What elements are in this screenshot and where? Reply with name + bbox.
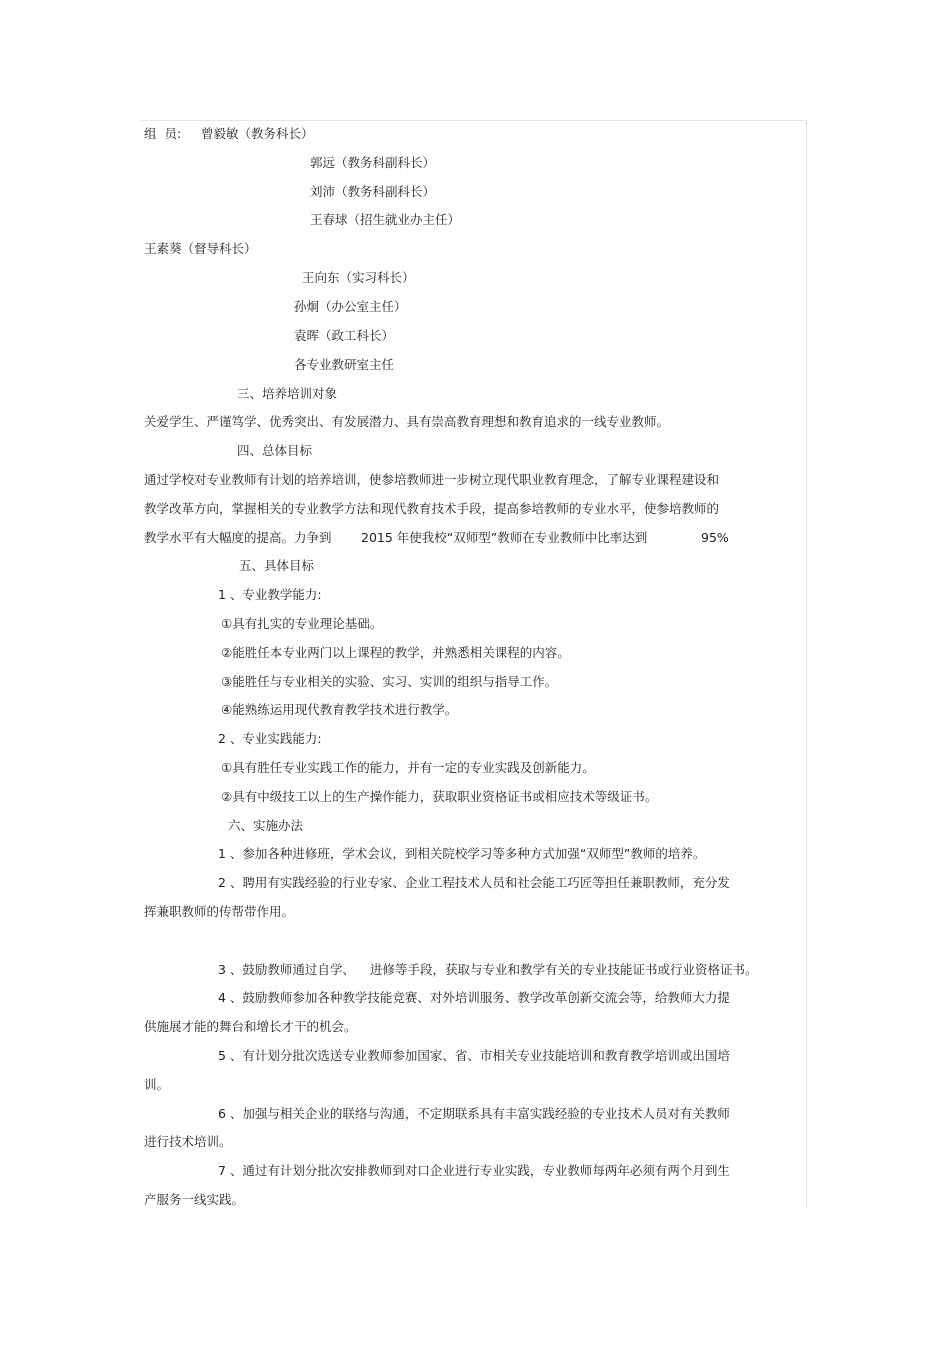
page-frame [141, 120, 807, 1208]
paragraph-line: 5 、有计划分批次选送专业教师参加国家、省、市相关专业技能培训和教育教学培训或出国培 [218, 1048, 730, 1063]
section-heading: 五、具体目标 [239, 558, 315, 573]
paragraph-line: 挥兼职教师的传帮带作用。 [144, 904, 295, 919]
paragraph-line: 进行技术培训。 [144, 1134, 232, 1149]
member-line: 孙炯（办公室主任） [294, 299, 407, 314]
paragraph-line: 进修等手段，获取与专业和教学有关的专业技能证书或行业资格证书。 [370, 962, 758, 977]
paragraph-line: 教学改革方向，掌握相关的专业教学方法和现代教育技术手段，提高参培教师的专业水平，使参培教师的 [144, 501, 720, 516]
paragraph-line: 关爱学生、严谨笃学、优秀突出、有发展潜力、具有崇高教育理想和教育追求的一线专业教师。 [144, 414, 670, 429]
member-line: 各专业教研室主任 [294, 357, 395, 372]
paragraph-line: 产服务一线实践。 [144, 1192, 245, 1207]
paragraph-line: 教学水平有大幅度的提高。力争到 [144, 530, 332, 545]
list-item: ④能熟练运用现代教育教学技术进行教学。 [221, 702, 458, 717]
section-heading: 三、培养培训对象 [237, 386, 338, 401]
section-heading: 六、实施办法 [228, 818, 304, 833]
subsection-heading: 2 、专业实践能力: [218, 731, 322, 746]
member-line: 袁晖（政工科长） [294, 328, 395, 343]
members-label: 组 员: [144, 126, 182, 141]
paragraph-line: 6 、加强与相关企业的联络与沟通，不定期联系具有丰富实践经验的专业技术人员对有关教师 [218, 1106, 730, 1121]
paragraph-line: 7 、通过有计划分批次安排教师到对口企业进行专业实践，专业教师每两年必须有两个月到生 [218, 1163, 730, 1178]
paragraph-line: 2 、聘用有实践经验的行业专家、企业工程技术人员和社会能工巧匠等担任兼职教师，充分发 [218, 875, 730, 890]
paragraph-line: 2015 年使我校“双师型”教师在专业教师中比率达到 [361, 530, 648, 545]
member-line: 刘沛（教务科副科长） [310, 184, 436, 199]
list-item: ②具有中级技工以上的生产操作能力，获取职业资格证书或相应技术等级证书。 [221, 789, 658, 804]
paragraph-line: 1 、参加各种进修班，学术会议，到相关院校学习等多种方式加强“双师型”教师的培养。 [218, 846, 706, 861]
list-item: ③能胜任与专业相关的实验、实习、实训的组织与指导工作。 [221, 674, 558, 689]
list-item: ②能胜任本专业两门以上课程的教学，并熟悉相关课程的内容。 [221, 645, 570, 660]
member-line: 曾毅敏（教务科长） [201, 126, 314, 141]
member-line: 王素葵（督导科长） [144, 241, 257, 256]
member-line: 郭远（教务科副科长） [310, 155, 436, 170]
paragraph-line: 3 、鼓励教师通过自学、 [218, 962, 355, 977]
ratio-value: 95% [701, 530, 729, 545]
paragraph-line: 供施展才能的舞台和增长才干的机会。 [144, 1019, 357, 1034]
section-heading: 四、总体目标 [237, 443, 313, 458]
paragraph-line: 训。 [144, 1077, 170, 1092]
subsection-heading: 1 、专业教学能力: [218, 587, 322, 602]
member-line: 王向东（实习科长） [302, 270, 415, 285]
paragraph-line: 通过学校对专业教师有计划的培养培训，使参培教师进一步树立现代职业教育理念，了解专业课程建设和 [144, 472, 720, 487]
member-line: 王春球（招生就业办主任） [310, 212, 461, 227]
list-item: ①具有胜任专业实践工作的能力，并有一定的专业实践及创新能力。 [221, 760, 595, 775]
paragraph-line: 4 、鼓励教师参加各种教学技能竞赛、对外培训服务、教学改革创新交流会等，给教师大力提 [218, 990, 730, 1005]
list-item: ①具有扎实的专业理论基础。 [221, 616, 383, 631]
